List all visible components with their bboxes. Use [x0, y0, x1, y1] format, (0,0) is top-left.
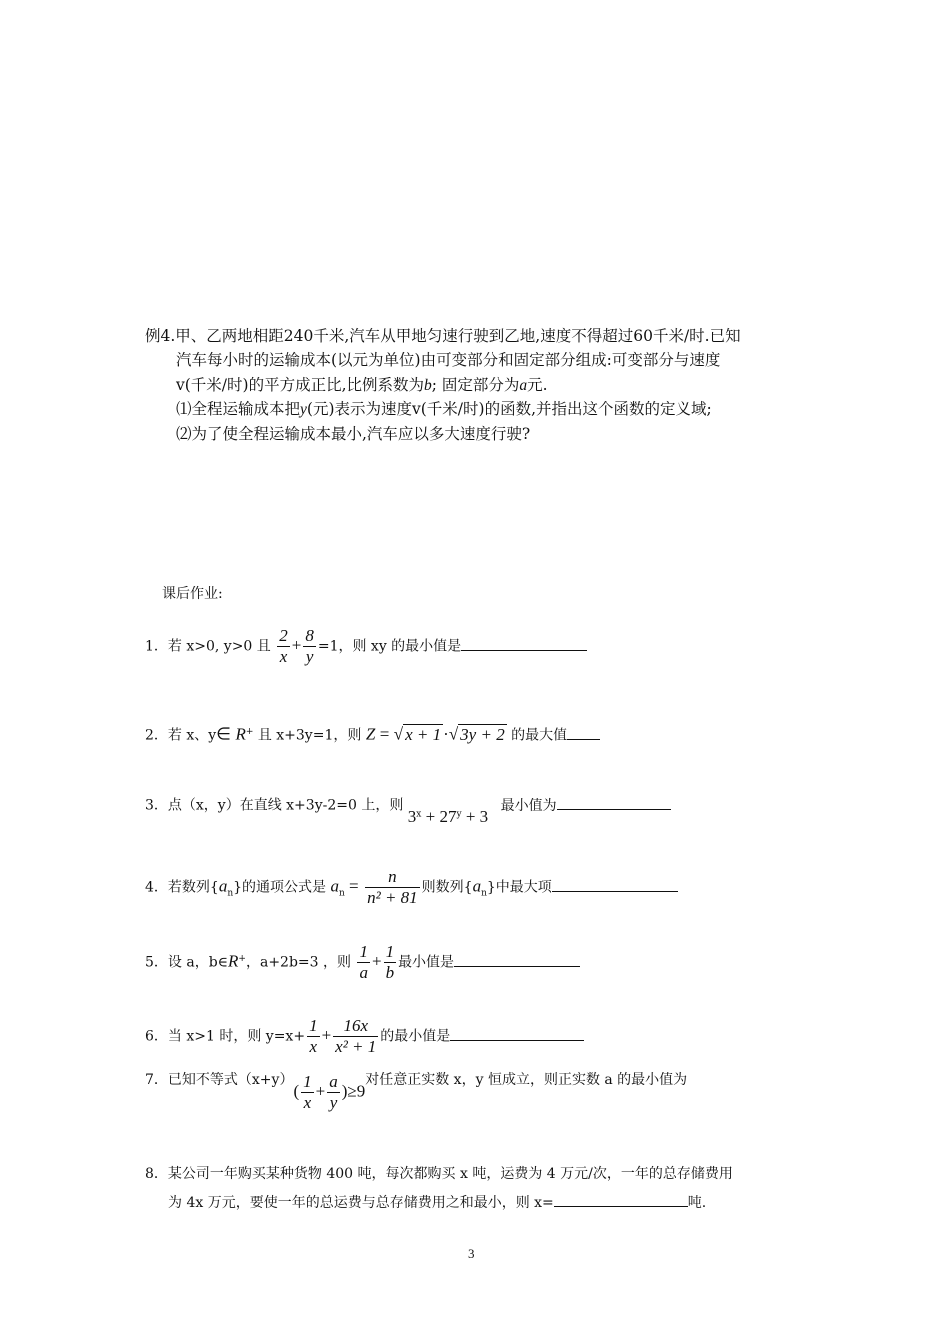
q8-suffix: 吨. — [687, 1195, 707, 1211]
q6-den2: x² + 1 — [335, 1037, 377, 1056]
q7-expression — [293, 1072, 365, 1113]
q2-R: R — [235, 724, 246, 744]
q5-suffix: 最小值是 — [398, 954, 455, 971]
q4-a-seq2: a — [472, 876, 482, 896]
q7-den2: y — [329, 1093, 338, 1112]
sqrt-icon: √ — [393, 724, 404, 744]
q4-sub-n2: n — [339, 888, 345, 899]
q1-num2: 8 — [305, 626, 314, 645]
question-6 — [145, 1016, 584, 1057]
q2-sqrt2: 3y + 2 — [460, 724, 505, 744]
q1-fraction-2 — [303, 626, 316, 667]
q7-num1: 1 — [303, 1072, 312, 1091]
example4-line2: 汽车每小时的运输成本(以元为单位)由可变部分和固定部分组成:可变部分与速度 — [176, 351, 721, 369]
q5-num2: 1 — [385, 942, 395, 961]
q1-fraction-1 — [277, 626, 290, 667]
question-8-line1: 8．某公司一年购买某种货物 400 吨，每次都购买 x 吨，运费为 4 万元/次，一年的总存储费用 — [145, 1166, 733, 1182]
q5-R: R — [228, 951, 239, 971]
q5-den1: a — [359, 963, 368, 982]
q3-term3: + 3 — [461, 806, 489, 826]
q5-fraction-1 — [357, 942, 370, 983]
var-b: b — [424, 377, 432, 394]
q3-answer-blank[interactable] — [557, 795, 671, 810]
q5-R-sup: + — [238, 953, 246, 964]
q6-prefix: 6．当 x>1 时，则 y=x+ — [145, 1028, 306, 1045]
example4-part1-text: ⑴全程运输成本把 — [176, 400, 301, 418]
question-5 — [145, 942, 580, 983]
question-1 — [145, 626, 587, 667]
q7-plus: + — [315, 1081, 326, 1101]
q6-num2: 16x — [333, 1016, 378, 1037]
q3-prefix: 3．点（x，y）在直线 x+3y-2=0 上，则 — [145, 797, 404, 814]
q4-mid: }的通项公式是 — [233, 879, 327, 896]
q1-num1: 2 — [279, 626, 288, 645]
q2-answer-blank[interactable] — [567, 725, 600, 740]
q7-ge: ≥9 — [347, 1081, 366, 1101]
q7-close-paren: ) — [341, 1081, 348, 1101]
sqrt-icon: √ — [448, 724, 459, 744]
q4-prefix: 4．若数列{ — [145, 879, 219, 896]
q7-open-paren: ( — [293, 1081, 300, 1101]
q6-fraction-2 — [333, 1016, 378, 1057]
question-2 — [145, 722, 600, 746]
q7-fraction-2 — [327, 1072, 340, 1113]
homework-title: 课后作业: — [162, 586, 223, 602]
q2-R-sup: + — [245, 727, 254, 737]
q4-mid2: 则数列{ — [421, 879, 473, 896]
question-8-line2 — [168, 1192, 706, 1213]
q2-sqrt1: x + 1 — [405, 724, 442, 744]
q2-mid: 且 x+3y=1，则 — [257, 727, 362, 744]
q1-answer-blank[interactable] — [461, 636, 587, 651]
q1-plus: + — [291, 635, 302, 655]
q6-fraction-1 — [307, 1016, 320, 1057]
q5-num1: 1 — [359, 942, 368, 961]
example4-line3-text: v(千米/时)的平方成正比,比例系数为 — [176, 376, 425, 394]
q1-den1: x — [279, 647, 288, 666]
q3-exp1: x — [416, 809, 422, 819]
q7-den1: x — [303, 1093, 312, 1112]
q2-eq: = — [379, 724, 390, 744]
example4-part1 — [176, 398, 712, 421]
q2-prefix: 2．若 x、y — [145, 727, 217, 744]
q2-dot: · — [443, 724, 449, 744]
q3-exp2: y — [456, 809, 462, 819]
q7-num2: a — [329, 1072, 338, 1091]
q6-num1: 1 — [309, 1016, 318, 1035]
q4-num: n — [365, 867, 420, 888]
q4-suffix: }中最大项 — [486, 879, 552, 896]
q3-expression — [407, 806, 489, 826]
q4-eq: = — [344, 876, 359, 896]
q1-prefix: 1．若 x>0, y>0 且 — [145, 638, 271, 655]
q6-plus: + — [321, 1025, 332, 1045]
q5-prefix: 5．设 a，b∈ — [145, 954, 229, 971]
page-number: 3 — [468, 1246, 475, 1261]
example4-line3-text3: 元. — [527, 376, 548, 394]
q4-sub-n: n — [227, 888, 234, 899]
q5-answer-blank[interactable] — [454, 952, 580, 967]
q4-sub-n3: n — [481, 888, 487, 899]
example4-part2: ⑵为了使全程运输成本最小,汽车应以多大速度行驶? — [176, 425, 531, 443]
var-y: y — [300, 401, 307, 418]
q4-a-term: a — [330, 876, 339, 896]
q6-den1: x — [309, 1037, 318, 1056]
q2-suffix: 的最大值 — [511, 727, 568, 744]
example4-line3 — [176, 374, 548, 397]
q8-text: 为 4x 万元，要使一年的总运费与总存储费用之和最小，则 x= — [168, 1195, 554, 1211]
q7-fraction-1 — [301, 1072, 314, 1113]
q7-suffix: 对任意正实数 x，y 恒成立，则正实数 a 的最小值为 — [365, 1072, 688, 1088]
q3-suffix: 最小值为 — [500, 797, 557, 814]
q1-den2: y — [305, 647, 314, 666]
q3-base1: 3 — [407, 806, 417, 826]
example4-line3-text2: ; 固定部分为 — [431, 376, 520, 394]
q6-suffix: 的最小值是 — [380, 1028, 451, 1045]
q2-in-symbol: ∈ — [216, 724, 231, 744]
var-a: a — [519, 377, 528, 394]
q7-prefix: 7．已知不等式（x+y） — [145, 1072, 294, 1088]
q5-fraction-2 — [384, 942, 397, 983]
q5-mid: ，a+2b=3 ，则 — [245, 954, 352, 971]
example4-part1-text2: (元)表示为速度v(千米/时)的函数,并指出这个函数的定义域; — [306, 400, 712, 418]
q3-term2: + 27 — [421, 806, 457, 826]
q5-plus: + — [371, 951, 382, 971]
question-7 — [145, 1070, 687, 1113]
question-4 — [145, 867, 678, 908]
q4-fraction — [365, 867, 420, 908]
q4-den: n² + 81 — [367, 888, 418, 907]
example4-line1: 例4.甲、乙两地相距240千米,汽车从甲地匀速行驶到乙地,速度不得超过60千米/时.已知 — [145, 327, 741, 345]
q2-Z: Z — [365, 724, 376, 744]
q8-answer-blank[interactable] — [554, 1192, 688, 1207]
q4-a: a — [218, 876, 228, 896]
q6-answer-blank[interactable] — [450, 1026, 584, 1041]
q1-suffix: =1，则 xy 的最小值是 — [317, 638, 462, 655]
q4-answer-blank[interactable] — [552, 877, 678, 892]
q5-den2: b — [385, 963, 395, 982]
question-3 — [145, 792, 671, 826]
